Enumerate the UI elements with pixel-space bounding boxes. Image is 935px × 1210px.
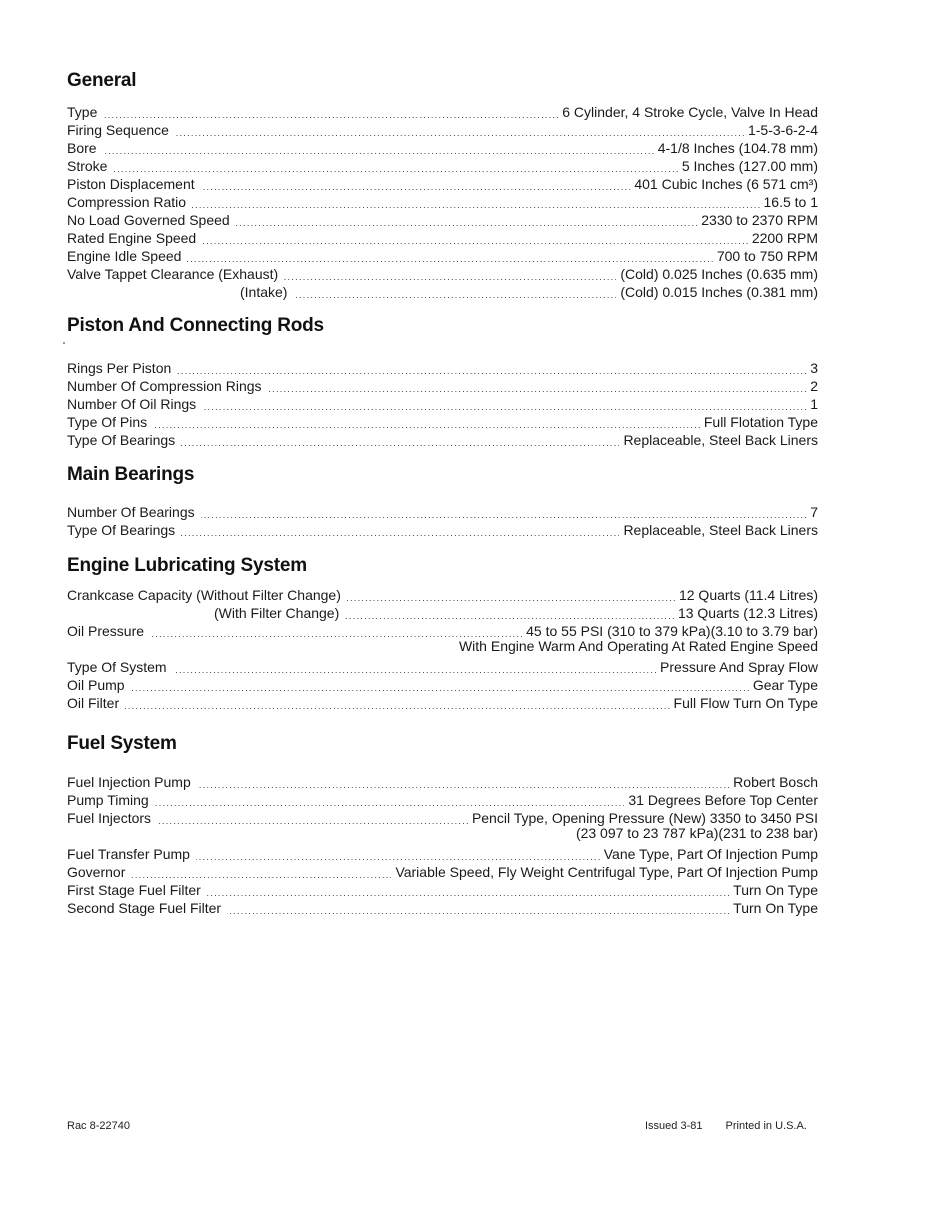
- spec-row-oil-rings: [67, 395, 818, 413]
- dot-leader: [175, 121, 744, 139]
- dot-leader: [173, 658, 656, 676]
- dot-leader: [227, 899, 729, 917]
- dot-leader: [236, 211, 698, 229]
- spec-row-rated-engine-speed: [67, 229, 818, 247]
- dot-leader: [153, 413, 700, 431]
- spec-label: Second Stage Fuel Filter: [67, 900, 222, 916]
- spec-value: 31 Degrees Before Top Center: [628, 792, 818, 808]
- spec-row-crankcase-with-filter: [67, 604, 818, 622]
- spec-row-valve-tappet-intake: [67, 283, 818, 301]
- spec-row-pump-timing: [67, 791, 818, 809]
- spec-label: (Intake): [240, 284, 288, 300]
- spec-value: Vane Type, Part Of Injection Pump: [603, 846, 818, 862]
- spec-value: 5 Inches (127.00 mm): [681, 158, 818, 174]
- spec-value: 1: [810, 396, 818, 412]
- spec-row-no-load-governed-speed: [67, 211, 818, 229]
- spec-label: Oil Pump: [67, 677, 125, 693]
- dot-leader: [207, 881, 729, 899]
- dot-leader: [345, 604, 674, 622]
- footer-issued: Issued 3-81: [645, 1120, 703, 1132]
- spec-label: Number Of Compression Rings: [67, 378, 262, 394]
- spec-value: 7: [810, 504, 818, 520]
- spec-row-type: [67, 103, 818, 121]
- spec-label: (With Filter Change): [214, 605, 340, 621]
- spec-value: Full Flow Turn On Type: [673, 695, 818, 711]
- spec-label: Type Of Bearings: [67, 432, 176, 448]
- spec-value: 4-1/8 Inches (104.78 mm): [657, 140, 818, 156]
- spec-label: Engine Idle Speed: [67, 248, 182, 264]
- spec-label: Type: [67, 104, 98, 120]
- spec-row-oil-filter: [67, 694, 818, 712]
- dot-leader: [201, 503, 807, 521]
- spec-label: Rated Engine Speed: [67, 230, 197, 246]
- spec-row-valve-tappet-exhaust: [67, 265, 818, 283]
- scan-speck: [63, 342, 65, 344]
- spec-label: Oil Pressure: [67, 623, 145, 639]
- spec-continuation-fuel-injectors: (23 097 to 23 787 kPa)(231 to 238 bar): [575, 825, 818, 841]
- spec-label: Fuel Transfer Pump: [67, 846, 190, 862]
- dot-leader: [202, 395, 806, 413]
- spec-row-piston-displacement: [67, 175, 818, 193]
- section-title-general: General: [67, 70, 137, 91]
- spec-label: Number Of Oil Rings: [67, 396, 197, 412]
- dot-leader: [268, 377, 807, 395]
- spec-value: Pressure And Spray Flow: [660, 659, 818, 675]
- spec-label: Oil Filter: [67, 695, 120, 711]
- spec-value: 2200 RPM: [751, 230, 818, 246]
- dot-leader: [197, 773, 729, 791]
- spec-value: 12 Quarts (11.4 Litres): [678, 587, 818, 603]
- footer-printed: Printed in U.S.A.: [725, 1120, 807, 1132]
- spec-value: Full Flotation Type: [703, 414, 818, 430]
- spec-value: 2330 to 2370 RPM: [701, 212, 818, 228]
- spec-label: Compression Ratio: [67, 194, 187, 210]
- dot-leader: [347, 586, 675, 604]
- spec-value: 401 Cubic Inches (6 571 cm³): [634, 176, 818, 192]
- section-title-fuel-system: Fuel System: [67, 733, 177, 754]
- section-title-engine-lubricating-system: Engine Lubricating System: [67, 555, 307, 576]
- spec-label: Fuel Injection Pump: [67, 774, 191, 790]
- spec-row-stroke: [67, 157, 818, 175]
- dot-leader: [131, 676, 749, 694]
- spec-value: Replaceable, Steel Back Liners: [623, 522, 818, 538]
- dot-leader: [192, 193, 759, 211]
- spec-value: Robert Bosch: [733, 774, 818, 790]
- spec-row-bore: [67, 139, 818, 157]
- dot-leader: [181, 431, 619, 449]
- spec-row-type-of-bearings: [67, 431, 818, 449]
- dot-leader: [187, 247, 712, 265]
- spec-value: Gear Type: [752, 677, 818, 693]
- spec-row-main-type-of-bearings: [67, 521, 818, 539]
- spec-label: Type Of Bearings: [67, 522, 176, 538]
- spec-row-first-stage-fuel-filter: [67, 881, 818, 899]
- spec-row-type-of-system: [67, 658, 818, 676]
- spec-label: Fuel Injectors: [67, 810, 152, 826]
- dot-leader: [202, 229, 748, 247]
- dot-leader: [125, 694, 669, 712]
- spec-value: Turn On Type: [733, 900, 818, 916]
- spec-label: Firing Sequence: [67, 122, 169, 138]
- spec-row-type-of-pins: [67, 413, 818, 431]
- spec-row-engine-idle-speed: [67, 247, 818, 265]
- dot-leader: [196, 845, 600, 863]
- spec-label: Piston Displacement: [67, 176, 195, 192]
- spec-label: Stroke: [67, 158, 108, 174]
- spec-label: Rings Per Piston: [67, 360, 172, 376]
- dot-leader: [103, 103, 558, 121]
- spec-row-crankcase-without-filter: [67, 586, 818, 604]
- spec-label: No Load Governed Speed: [67, 212, 230, 228]
- spec-row-number-of-bearings: [67, 503, 818, 521]
- spec-label: Bore: [67, 140, 97, 156]
- spec-row-rings-per-piston: [67, 359, 818, 377]
- dot-leader: [181, 521, 619, 539]
- spec-value: 1-5-3-6-2-4: [747, 122, 818, 138]
- spec-label: Number Of Bearings: [67, 504, 195, 520]
- footer-issue-info: [645, 1120, 807, 1132]
- dot-leader: [113, 157, 677, 175]
- section-title-piston-connecting-rods: Piston And Connecting Rods: [67, 315, 324, 336]
- spec-label: First Stage Fuel Filter: [67, 882, 201, 898]
- spec-value: (Cold) 0.015 Inches (0.381 mm): [620, 284, 818, 300]
- spec-label: Pump Timing: [67, 792, 149, 808]
- spec-label: Valve Tappet Clearance (Exhaust): [67, 266, 279, 282]
- spec-label: Governor: [67, 864, 126, 880]
- spec-value: 6 Cylinder, 4 Stroke Cycle, Valve In Head: [562, 104, 818, 120]
- dot-leader: [293, 283, 616, 301]
- spec-value: Variable Speed, Fly Weight Centrifugal Type, Part Of Injection Pump: [395, 864, 818, 880]
- spec-row-second-stage-fuel-filter: [67, 899, 818, 917]
- dot-leader: [157, 809, 468, 827]
- spec-value: Pencil Type, Opening Pressure (New) 3350 to 3450 PSI: [471, 810, 818, 826]
- spec-label: Crankcase Capacity (Without Filter Change): [67, 587, 341, 603]
- spec-value: Turn On Type: [733, 882, 818, 898]
- spec-value: Replaceable, Steel Back Liners: [623, 432, 818, 448]
- spec-row-compression-ratio: [67, 193, 818, 211]
- spec-row-governor: [67, 863, 818, 881]
- spec-value: 3: [810, 360, 818, 376]
- spec-value: (Cold) 0.025 Inches (0.635 mm): [620, 266, 818, 282]
- dot-leader: [103, 139, 654, 157]
- spec-value: 45 to 55 PSI (310 to 379 kPa)(3.10 to 3.79 bar): [526, 623, 818, 639]
- spec-value: 13 Quarts (12.3 Litres): [677, 605, 818, 621]
- footer-doc-number: Rac 8-22740: [67, 1120, 130, 1132]
- dot-leader: [131, 863, 391, 881]
- dot-leader: [177, 359, 806, 377]
- spec-value: 700 to 750 RPM: [716, 248, 818, 264]
- dot-leader: [201, 175, 631, 193]
- spec-row-oil-pump: [67, 676, 818, 694]
- spec-row-fuel-transfer-pump: [67, 845, 818, 863]
- spec-row-fuel-injection-pump: [67, 773, 818, 791]
- spec-label: Type Of Pins: [67, 414, 148, 430]
- spec-label: Type Of System: [67, 659, 167, 675]
- dot-leader: [155, 791, 625, 809]
- dot-leader: [284, 265, 616, 283]
- spec-continuation-oil-pressure: With Engine Warm And Operating At Rated Engine Speed: [458, 638, 818, 654]
- spec-value: 2: [810, 378, 818, 394]
- spec-row-firing-sequence: [67, 121, 818, 139]
- spec-value: 16.5 to 1: [763, 194, 818, 210]
- spec-row-compression-rings: [67, 377, 818, 395]
- section-title-main-bearings: Main Bearings: [67, 464, 195, 485]
